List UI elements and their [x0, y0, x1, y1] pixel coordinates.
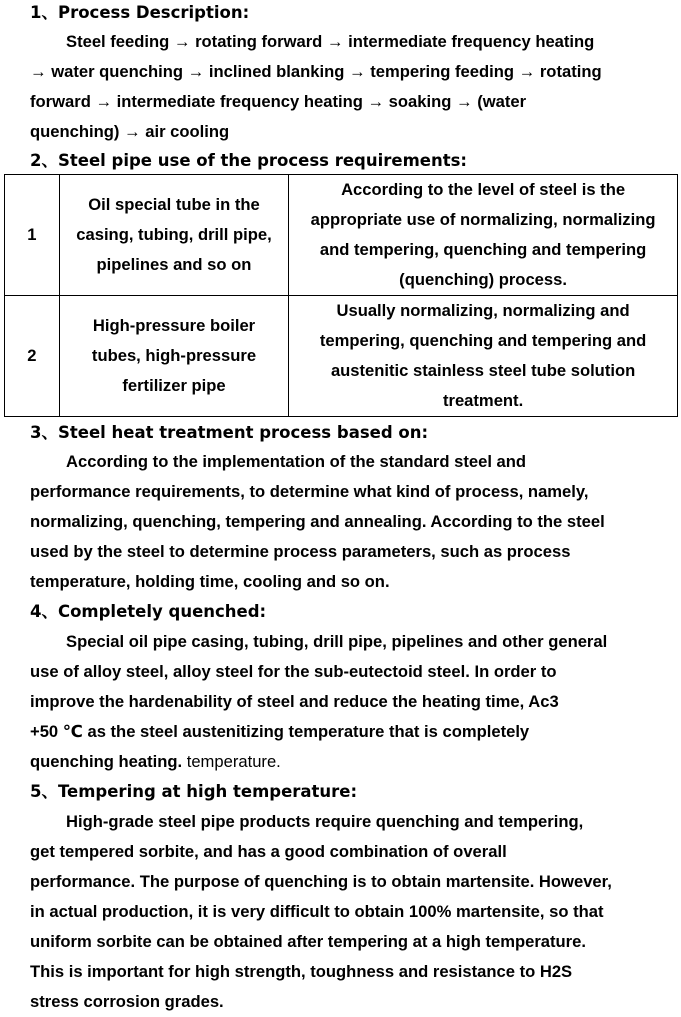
pipe-use-line: casing, tubing, drill pipe, — [76, 225, 272, 244]
section-2-heading: 2、Steel pipe use of the process requirements: — [30, 151, 468, 170]
section-4-last-light: temperature. — [182, 752, 281, 771]
process-line: (quenching) process. — [399, 270, 567, 289]
pipe-use-line: fertilizer pipe — [122, 376, 226, 395]
section-1-line: → water quenching → inclined blanking → tempering feeding → rotating — [30, 62, 602, 81]
section-1-body — [30, 27, 670, 147]
row-number: 2 — [5, 296, 60, 417]
pipe-use-cell — [59, 175, 288, 296]
section-3-body — [30, 447, 670, 597]
section-4-heading: 4、Completely quenched: — [30, 602, 267, 621]
row-number: 1 — [5, 175, 60, 296]
section-4-line: Special oil pipe casing, tubing, drill pipe, pipelines and other general — [66, 632, 608, 651]
section-3-line: used by the steel to determine process parameters, such as process — [30, 542, 571, 561]
pipe-use-line: Oil special tube in the — [88, 195, 260, 214]
section-5-line: uniform sorbite can be obtained after tempering at a high temperature. — [30, 932, 586, 951]
pipe-use-line: High-pressure boiler — [92, 316, 256, 335]
section-4-last-bold: quenching heating. — [30, 752, 183, 771]
section-3-line: normalizing, quenching, tempering and annealing. According to the steel — [30, 512, 605, 531]
section-5-heading: 5、Tempering at high temperature: — [30, 782, 358, 801]
process-cell — [289, 296, 678, 417]
process-line: treatment. — [442, 391, 524, 410]
section-5-line: get tempered sorbite, and has a good combination of overall — [30, 842, 507, 861]
section-5-line: in actual production, it is very difficult to obtain 100% martensite, so that — [30, 902, 604, 921]
pipe-use-cell — [59, 296, 288, 417]
section-4-body — [30, 627, 670, 777]
section-4-line — [30, 747, 670, 777]
pipe-use-line: pipelines and so on — [96, 255, 252, 274]
section-1-line: forward → intermediate frequency heating → soaking → (water — [30, 92, 527, 111]
section-5-line: stress corrosion grades. — [30, 992, 224, 1011]
section-5-line: High-grade steel pipe products require quenching and tempering, — [66, 812, 584, 831]
process-line: According to the level of steel is the — [341, 180, 626, 199]
section-4-line: improve the hardenability of steel and reduce the heating time, Ac3 — [30, 692, 559, 711]
section-3-line: temperature, holding time, cooling and so on. — [30, 572, 390, 591]
table-row — [5, 175, 678, 296]
section-1-line: Steel feeding → rotating forward → intermediate frequency heating — [66, 32, 595, 51]
section-4-line: use of alloy steel, alloy steel for the sub-eutectoid steel. In order to — [30, 662, 557, 681]
section-1-heading: 1、Process Description: — [30, 3, 250, 22]
section-4-line: +50 ℃ as the steel austenitizing temperature that is completely — [30, 722, 530, 741]
section-3-line: performance requirements, to determine what kind of process, namely, — [30, 482, 589, 501]
process-line: austenitic stainless steel tube solution — [330, 361, 636, 380]
process-line: and tempering, quenching and tempering — [319, 240, 647, 259]
section-5-line: performance. The purpose of quenching is to obtain martensite. However, — [30, 872, 612, 891]
section-5-body — [30, 807, 670, 1017]
process-cell — [289, 175, 678, 296]
process-line: tempering, quenching and tempering and — [319, 331, 647, 350]
section-5-line: This is important for high strength, toughness and resistance to H2S — [30, 962, 573, 981]
table-row — [5, 296, 678, 417]
section-3-heading: 3、Steel heat treatment process based on: — [30, 423, 429, 442]
section-3-line: According to the implementation of the standard steel and — [66, 452, 527, 471]
pipe-use-line: tubes, high-pressure — [91, 346, 257, 365]
process-line: Usually normalizing, normalizing and — [336, 301, 630, 320]
requirements-table — [4, 174, 678, 417]
process-line: appropriate use of normalizing, normalizing — [310, 210, 656, 229]
section-1-line: quenching) → air cooling — [30, 122, 230, 141]
